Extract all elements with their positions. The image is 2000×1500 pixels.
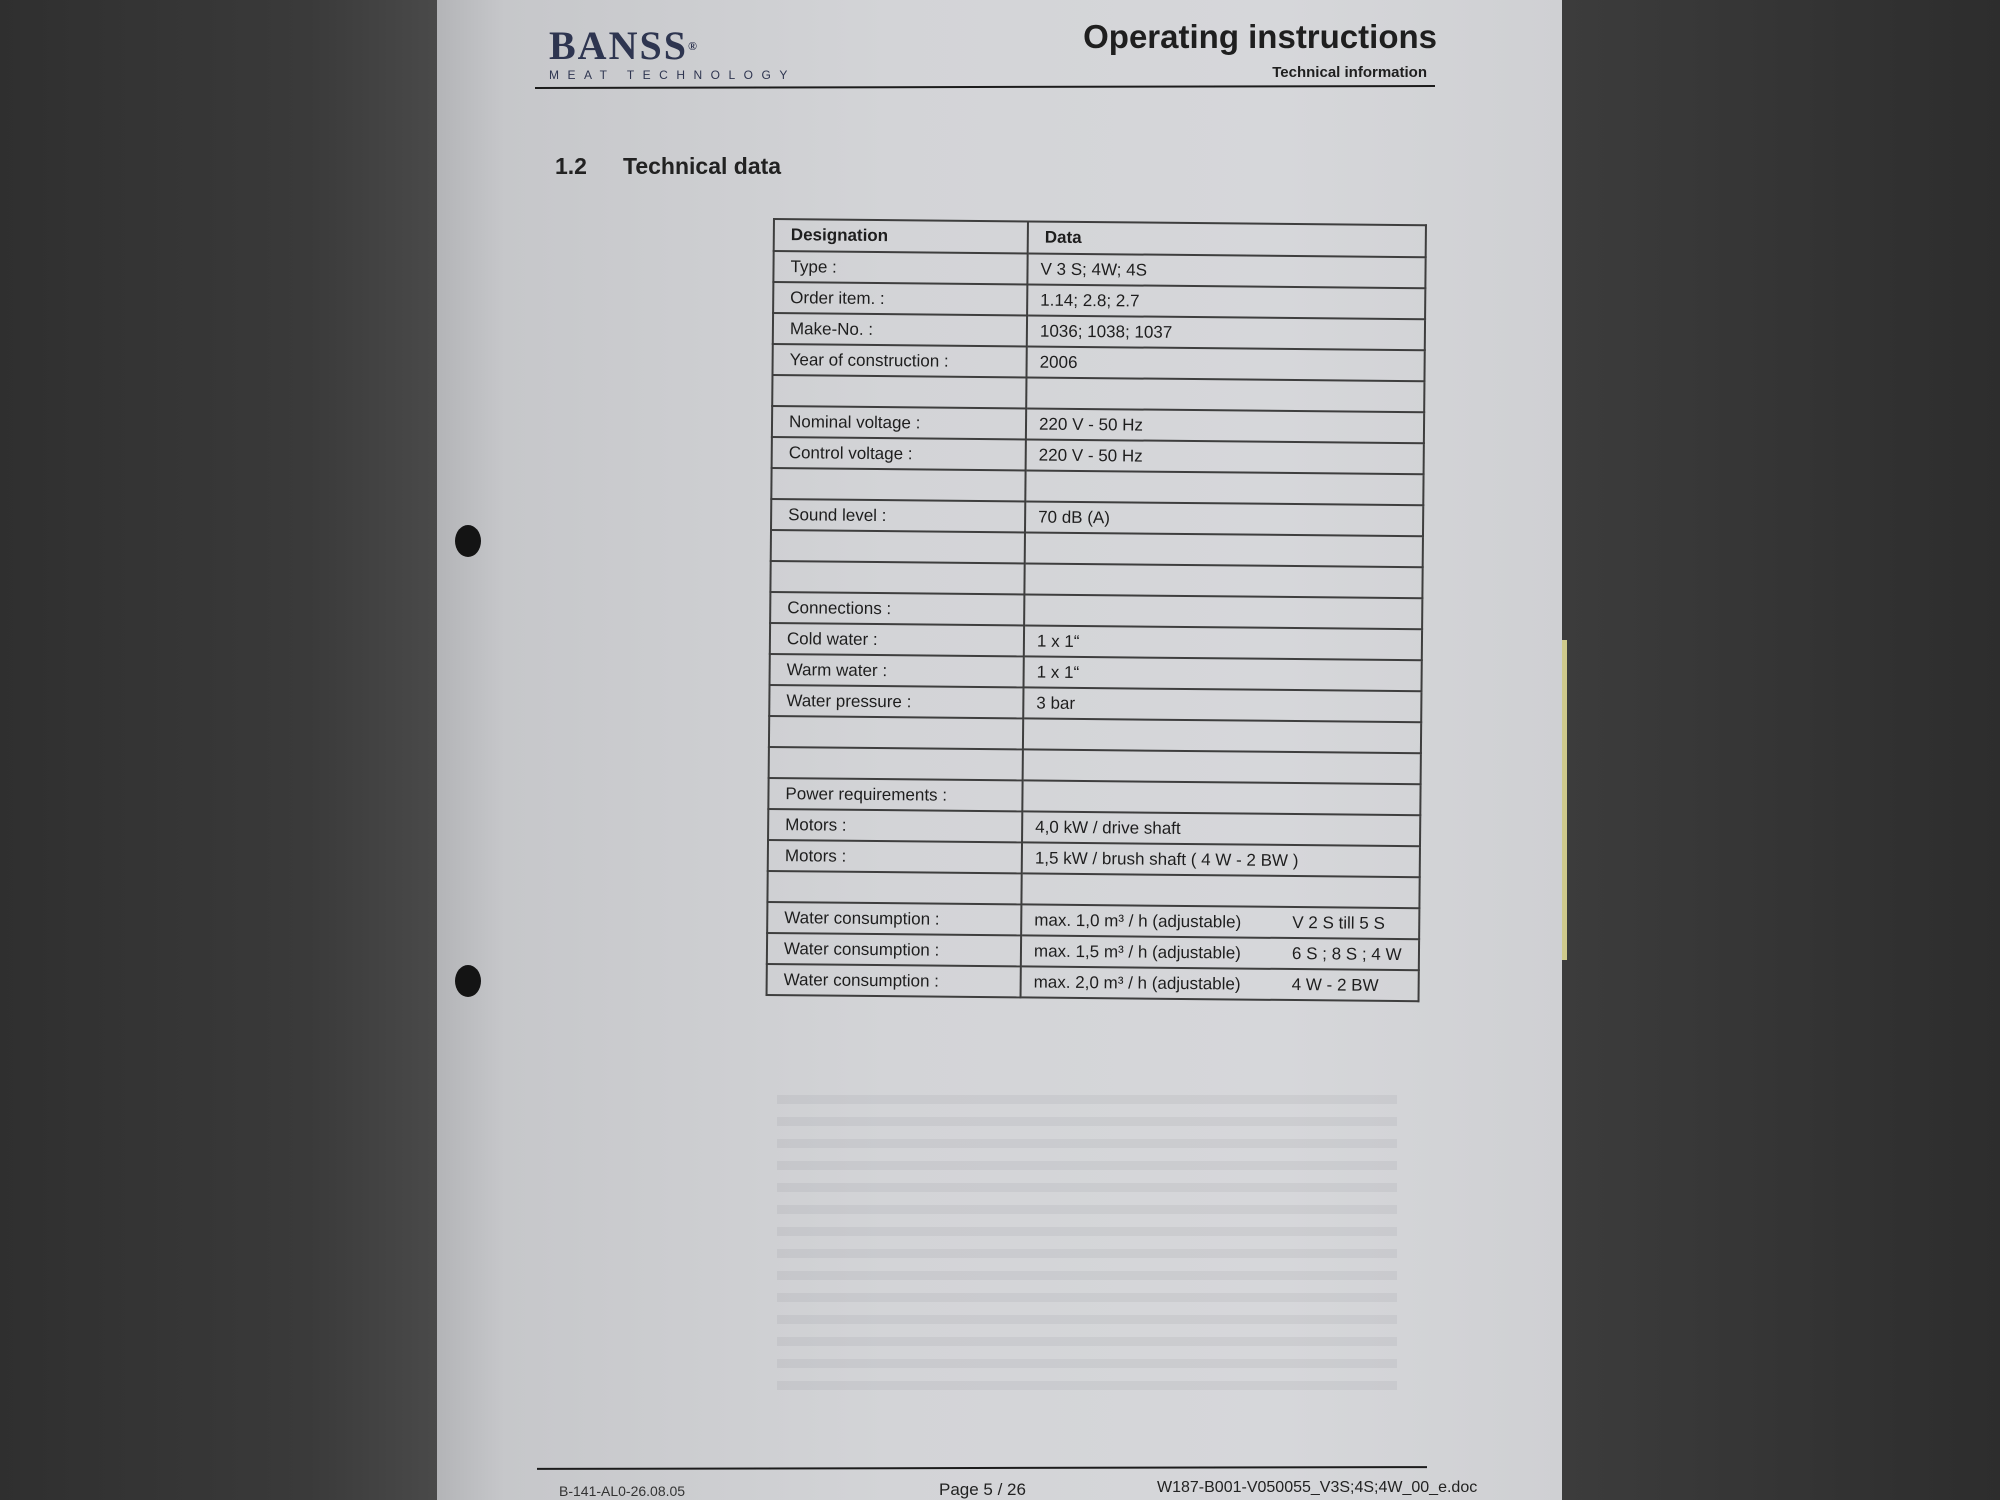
cell-data: 220 V - 50 Hz [1026, 408, 1424, 443]
cell-data: V 3 S; 4W; 4S [1027, 253, 1425, 288]
cell-designation [771, 468, 1025, 501]
cell-data: 70 dB (A) [1025, 501, 1423, 536]
cell-designation [769, 747, 1023, 780]
bleed-through-text [777, 1095, 1397, 1403]
table-body [767, 251, 1426, 1001]
page-number: Page 5 / 26 [939, 1480, 1026, 1499]
cell-data: 1,5 kW / brush shaft ( 4 W - 2 BW ) [1022, 842, 1420, 877]
cell-data [1021, 873, 1419, 908]
background-left [0, 0, 440, 1500]
section-heading [555, 153, 781, 180]
table-row [767, 964, 1419, 1001]
cell-data: 4,0 kW / drive shaft [1022, 811, 1420, 846]
cell-designation: Water consumption : [767, 902, 1021, 935]
cell-data-value: max. 1,0 m³ / h (adjustable) [1034, 910, 1242, 932]
cell-designation: Order item. : [773, 282, 1027, 315]
cell-data [1022, 780, 1420, 815]
cell-designation: Warm water : [770, 654, 1024, 687]
cell-designation: Year of construction : [772, 344, 1026, 377]
cell-designation [770, 561, 1024, 594]
cell-data: 3 bar [1023, 687, 1421, 722]
document-subtitle: Technical information [1272, 64, 1427, 81]
punch-hole [455, 965, 481, 997]
section-title: Technical data [623, 153, 782, 179]
cell-designation: Motors : [768, 840, 1022, 873]
cell-designation: Connections : [770, 592, 1024, 625]
cell-designation: Motors : [768, 809, 1022, 842]
cell-designation: Cold water : [770, 623, 1024, 656]
cell-data [1026, 377, 1424, 412]
cell-data: 1.14; 2.8; 2.7 [1027, 284, 1425, 319]
footer-document-code: B-141-AL0-26.08.05 [559, 1483, 686, 1499]
cell-data [1021, 966, 1419, 1001]
cell-data [1021, 935, 1419, 970]
cell-data [1023, 718, 1421, 753]
logo-wordmark: BANSS® [549, 23, 699, 68]
cell-designation: Sound level : [771, 499, 1025, 532]
cell-data [1024, 563, 1422, 598]
footer-filename: W187-B001-V050055_V3S;4S;4W_00_e.doc [1157, 1479, 1478, 1496]
cell-data: 220 V - 50 Hz [1026, 439, 1424, 474]
cell-data [1025, 470, 1423, 505]
cell-data [1024, 594, 1422, 629]
cell-data [1023, 749, 1421, 784]
technical-data-table [766, 218, 1427, 1002]
background-right [1560, 0, 2000, 1500]
document-page [437, 0, 1562, 1500]
cell-data: 1 x 1“ [1024, 625, 1422, 660]
cell-data: 1 x 1“ [1024, 656, 1422, 691]
cell-data: 2006 [1026, 346, 1424, 381]
cell-designation: Control voltage : [772, 437, 1026, 470]
cell-designation: Type : [773, 251, 1027, 284]
cell-data: 1036; 1038; 1037 [1027, 315, 1425, 350]
cell-designation [771, 530, 1025, 563]
cell-designation: Make-No. : [773, 313, 1027, 346]
column-header-data: Data [1028, 221, 1426, 257]
banss-logo [549, 23, 796, 82]
document-title: Operating instructions [1083, 18, 1437, 55]
column-header-designation: Designation [774, 219, 1028, 253]
logo-tagline: MEAT TECHNOLOGY [549, 68, 796, 82]
punch-hole [455, 525, 481, 557]
cell-data [1025, 532, 1423, 567]
cell-data-value: max. 1,5 m³ / h (adjustable) [1033, 941, 1241, 963]
cell-designation: Nominal voltage : [772, 406, 1026, 439]
cell-data-note: 4 W - 2 BW [1291, 974, 1379, 995]
cell-designation [767, 871, 1021, 904]
cell-designation [769, 716, 1023, 749]
cell-designation: Water consumption : [767, 964, 1021, 997]
section-number: 1.2 [555, 153, 587, 179]
cell-data-note: V 2 S till 5 S [1292, 912, 1385, 933]
cell-designation: Water consumption : [767, 933, 1021, 966]
cell-data-value: max. 2,0 m³ / h (adjustable) [1033, 972, 1241, 994]
cell-designation [772, 375, 1026, 408]
footer-divider [537, 1466, 1427, 1470]
header-divider [535, 85, 1435, 89]
cell-designation: Power requirements : [768, 778, 1022, 811]
cell-designation: Water pressure : [769, 685, 1023, 718]
cell-data [1021, 904, 1419, 939]
cell-data-note: 6 S ; 8 S ; 4 W [1291, 943, 1402, 964]
